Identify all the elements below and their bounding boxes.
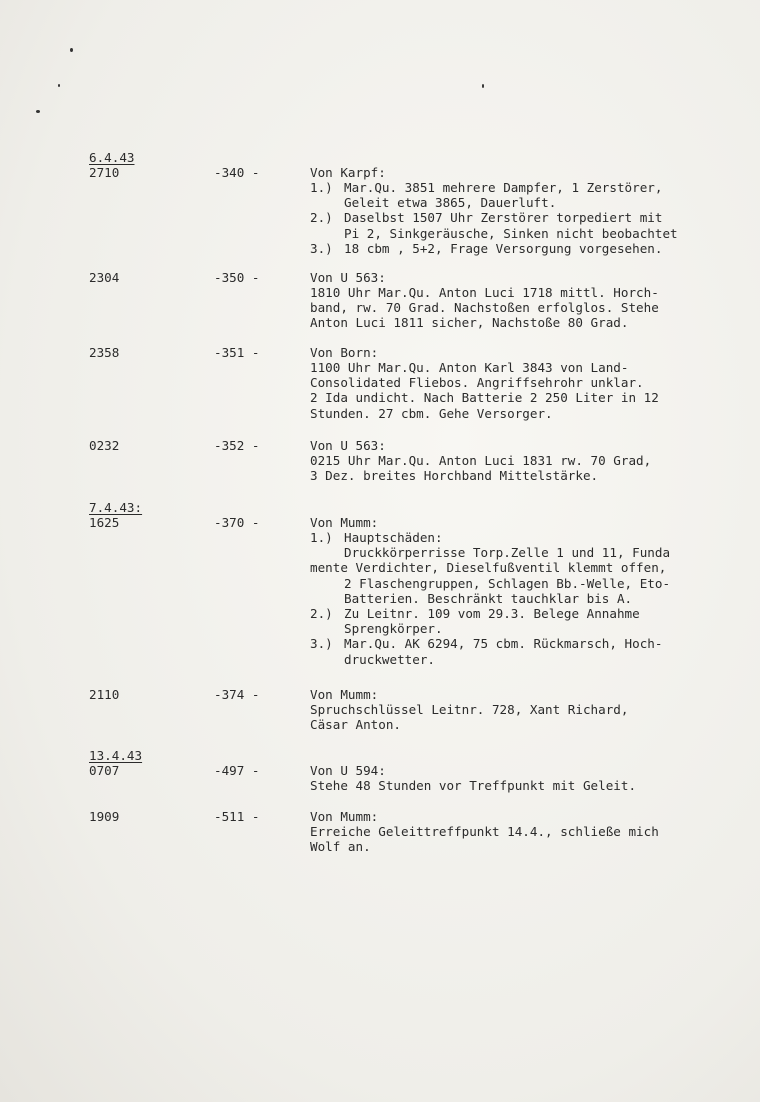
entry-body: [310, 285, 755, 331]
numbered-item: [310, 180, 755, 210]
numbered-item: [310, 636, 755, 666]
continuation-block: [310, 576, 755, 606]
text-line: Consolidated Fliebos. Angriffsehrohr unklar.: [310, 375, 644, 391]
text-line: druckwetter.: [344, 651, 435, 667]
text-line: Mar.Qu. 3851 mehrere Dampfer, 1 Zerstörer,: [344, 180, 663, 195]
numbered-item: [310, 606, 755, 636]
entry-body: [310, 778, 755, 793]
entry-number: -340 -: [214, 165, 260, 180]
entry-time: 1909: [89, 809, 120, 824]
entry-number: -370 -: [214, 515, 260, 530]
item-label: 3.): [310, 636, 333, 652]
entry-sender: Von Born:: [310, 345, 379, 360]
text-line: 2 Ida undicht. Nach Batterie 2 250 Liter in 12: [310, 390, 659, 406]
entry-time: 1625: [89, 515, 120, 530]
text-line: 1810 Uhr Mar.Qu. Anton Luci 1718 mittl. Horch-: [310, 285, 659, 300]
text-line: Batterien. Beschränkt tauchklar bis A.: [344, 590, 633, 606]
entry-date: 6.4.43: [89, 150, 135, 165]
text-line: Daselbst 1507 Uhr Zerstörer torpediert mit: [344, 210, 663, 226]
entry-time: 2710: [89, 165, 120, 180]
text-line: Pi 2, Sinkgeräusche, Sinken nicht beobachtet: [344, 225, 678, 241]
item-label: 2.): [310, 210, 333, 226]
text-line: Stunden. 27 cbm. Gehe Versorger.: [310, 405, 553, 421]
text-line: Spruchschlüssel Leitnr. 728, Xant Richard,: [310, 702, 629, 717]
item-label: 1.): [310, 180, 333, 195]
item-label: 3.): [310, 240, 333, 256]
entry-number: -350 -: [214, 270, 260, 285]
entry-sender: Von U 563:: [310, 270, 386, 285]
entry-number: -511 -: [214, 809, 260, 824]
text-line: Mar.Qu. AK 6294, 75 cbm. Rückmarsch, Hoch-: [344, 636, 663, 652]
continuation-block: [310, 545, 755, 560]
text-line: 3 Dez. breites Horchband Mittelstärke.: [310, 468, 599, 484]
entry-sender: Von Mumm:: [310, 515, 379, 530]
entry-time: 0232: [89, 438, 120, 453]
entry-sender: Von Karpf:: [310, 165, 386, 180]
numbered-item: [310, 530, 755, 545]
entry-body: [310, 530, 755, 667]
text-line: Stehe 48 Stunden vor Treffpunkt mit Geleit.: [310, 778, 637, 793]
text-line: Zu Leitnr. 109 vom 29.3. Belege Annahme: [344, 606, 640, 622]
entry-sender: Von Mumm:: [310, 809, 379, 824]
item-label: 2.): [310, 606, 333, 622]
text-line: Cäsar Anton.: [310, 717, 401, 733]
text-line: Druckkörperrisse Torp.Zelle 1 und 11, Funda: [344, 545, 671, 561]
entry-number: -374 -: [214, 687, 260, 702]
text-line: Wolf an.: [310, 839, 371, 855]
entry-number: -352 -: [214, 438, 260, 453]
text-line: 2 Flaschengruppen, Schlagen Bb.-Welle, Eto-: [344, 575, 671, 591]
numbered-item: [310, 210, 755, 240]
numbered-item: [310, 241, 755, 256]
entry-body: [310, 180, 755, 256]
ink-speck: [36, 110, 40, 113]
entry-body: [310, 453, 755, 483]
entry-date: 7.4.43:: [89, 500, 143, 515]
entry-time: 2358: [89, 345, 120, 360]
entry-body: [310, 360, 755, 421]
item-label: 1.): [310, 530, 333, 545]
text-line: Hauptschäden:: [344, 530, 443, 545]
ink-speck: [58, 84, 60, 87]
text-line: Anton Luci 1811 sicher, Nachstoße 80 Grad.: [310, 315, 629, 331]
entry-sender: Von U 594:: [310, 763, 386, 778]
text-line: 0215 Uhr Mar.Qu. Anton Luci 1831 rw. 70 Grad,: [310, 453, 652, 468]
text-line: 18 cbm , 5+2, Frage Versorgung vorgesehen.: [344, 240, 663, 256]
entry-number: -351 -: [214, 345, 260, 360]
entry-date: 13.4.43: [89, 748, 143, 763]
entry-time: 2304: [89, 270, 120, 285]
entry-time: 0707: [89, 763, 120, 778]
entry-sender: Von U 563:: [310, 438, 386, 453]
text-line: Geleit etwa 3865, Dauerluft.: [344, 195, 557, 211]
text-line: 1100 Uhr Mar.Qu. Anton Karl 3843 von Land-: [310, 360, 629, 375]
text-line: mente Verdichter, Dieselfußventil klemmt offen,: [310, 560, 667, 576]
entry-time: 2110: [89, 687, 120, 702]
text-line: Sprengkörper.: [344, 621, 443, 637]
ink-speck: [70, 48, 73, 52]
entry-body: [310, 824, 755, 854]
ink-speck: [482, 84, 484, 88]
text-line: band, rw. 70 Grad. Nachstoßen erfolglos. Stehe: [310, 300, 659, 316]
entry-body: [310, 702, 755, 732]
entry-number: -497 -: [214, 763, 260, 778]
entry-sender: Von Mumm:: [310, 687, 379, 702]
text-line: Erreiche Geleittreffpunkt 14.4., schließe mich: [310, 824, 659, 839]
